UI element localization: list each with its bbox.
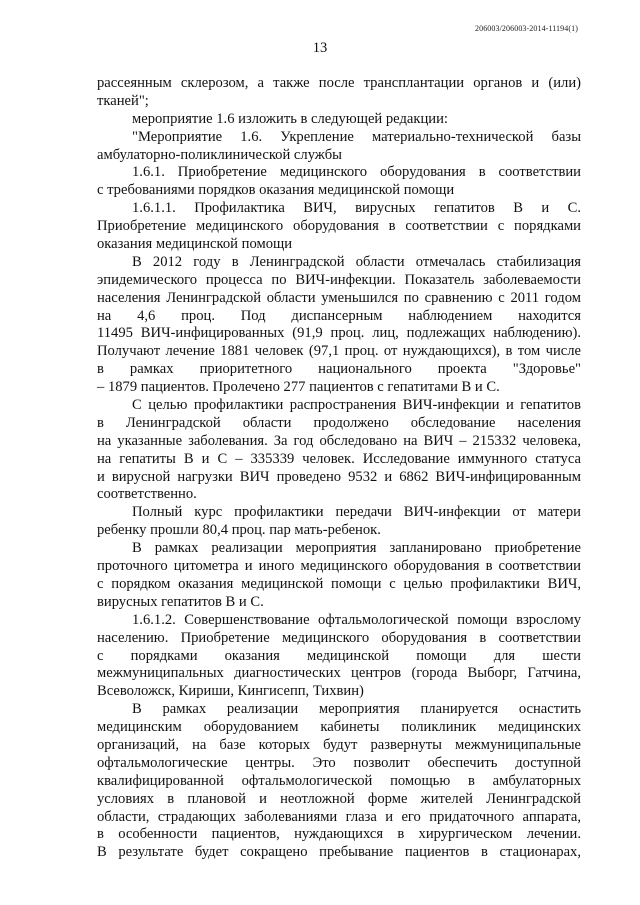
- text-line: с порядками оказания медицинской помощи для шести: [97, 647, 581, 664]
- page-number: 13: [312, 40, 328, 56]
- text-line: на указанные заболевания. За год обследовано на ВИЧ – 215332 человека,: [97, 432, 581, 449]
- text-line: эпидемического процесса по ВИЧ-инфекции. Показатель заболеваемости: [97, 271, 581, 288]
- text-line: населения Ленинградской области уменьшился по сравнению с 2011 годом: [97, 289, 581, 306]
- text-line: квалифицированной офтальмологической помощью в амбулаторных: [97, 772, 581, 789]
- text-line: амбулаторно-поликлинической службы: [97, 146, 342, 163]
- text-line: на гепатиты В и С – 335339 человек. Исследование иммунного статуса: [97, 450, 581, 467]
- text-line: Приобретение медицинского оборудования в соответствии с порядками: [97, 218, 581, 235]
- text-line: медицинским оборудованием кабинеты поликлиник медицинских: [97, 719, 581, 736]
- text-line: межмуниципальных диагностических центров (города Выборг, Гатчина,: [97, 665, 581, 682]
- text-line: – 1879 пациентов. Пролечено 277 пациентов с гепатитами В и С.: [97, 379, 500, 396]
- text-line: В рамках реализации мероприятия планируется оснастить: [132, 701, 581, 718]
- text-line: Полный курс профилактики передачи ВИЧ-инфекции от матери: [132, 504, 581, 521]
- text-line: 11495 ВИЧ-инфицированных (91,9 проц. лиц, подлежащих наблюдению).: [97, 325, 581, 342]
- text-line: мероприятие 1.6 изложить в следующей редакции:: [132, 110, 448, 127]
- text-line: офтальмологические центры. Это позволит обеспечить доступной: [97, 754, 581, 771]
- text-line: вирусных гепатитов В и С.: [97, 593, 264, 610]
- text-line: тканей";: [97, 92, 149, 109]
- text-line: организаций, на базе которых будут развернуты межмуниципальные: [97, 736, 581, 753]
- text-line: соответственно.: [97, 486, 197, 503]
- text-line: оказания медицинской помощи: [97, 236, 293, 253]
- text-line: 1.6.1.1. Профилактика ВИЧ, вирусных гепатитов В и С.: [132, 200, 581, 217]
- text-line: ребенку прошли 80,4 проц. пар мать-ребенок.: [97, 522, 381, 539]
- text-line: на 4,6 проц. Под диспансерным наблюдением находится: [97, 307, 581, 324]
- text-line: "Мероприятие 1.6. Укрепление материально-технической базы: [132, 128, 581, 145]
- document-id: 206003/206003-2014-11194(1): [475, 24, 578, 33]
- text-line: в Ленинградской области продолжено обследование населения: [97, 414, 581, 431]
- text-line: С целью профилактики распространения ВИЧ-инфекции и гепатитов: [132, 397, 581, 414]
- text-line: Получают лечение 1881 человек (97,1 проц. от нуждающихся), в том числе: [97, 343, 581, 360]
- text-line: в рамках приоритетного национального проекта "Здоровье": [97, 361, 581, 378]
- text-line: 1.6.1. Приобретение медицинского оборудования в соответствии: [132, 164, 581, 181]
- text-line: в особенности пациентов, нуждающихся в хирургическом лечении.: [97, 826, 581, 843]
- text-line: населению. Приобретение медицинского оборудования в соответствии: [97, 629, 581, 646]
- text-line: В результате будет сокращено пребывание пациентов в стационарах,: [97, 844, 581, 861]
- text-line: проточного цитометра и иного медицинского оборудования в соответствии: [97, 558, 581, 575]
- text-line: области, страдающих заболеваниями глаза и его придаточного аппарата,: [97, 808, 581, 825]
- text-line: рассеянным склерозом, а также после трансплантации органов и (или): [97, 75, 581, 91]
- text-line: В 2012 году в Ленинградской области отмечалась стабилизация: [132, 253, 581, 270]
- text-line: с требованиями порядков оказания медицинской помощи: [97, 182, 455, 199]
- text-line: с порядком оказания медицинской помощи с целью профилактики ВИЧ,: [97, 575, 581, 592]
- body-text: [97, 75, 581, 862]
- text-line: Всеволожск, Кириши, Кингисепп, Тихвин): [97, 683, 364, 700]
- text-line: 1.6.1.2. Совершенствование офтальмологической помощи взрослому: [132, 611, 581, 628]
- text-line: В рамках реализации мероприятия запланировано приобретение: [132, 540, 581, 557]
- text-line: и вирусной нагрузки ВИЧ проведено 9532 и 6862 ВИЧ-инфицированным: [97, 468, 581, 485]
- text-line: условиях в плановой и неотложной форме жителей Ленинградской: [97, 790, 581, 807]
